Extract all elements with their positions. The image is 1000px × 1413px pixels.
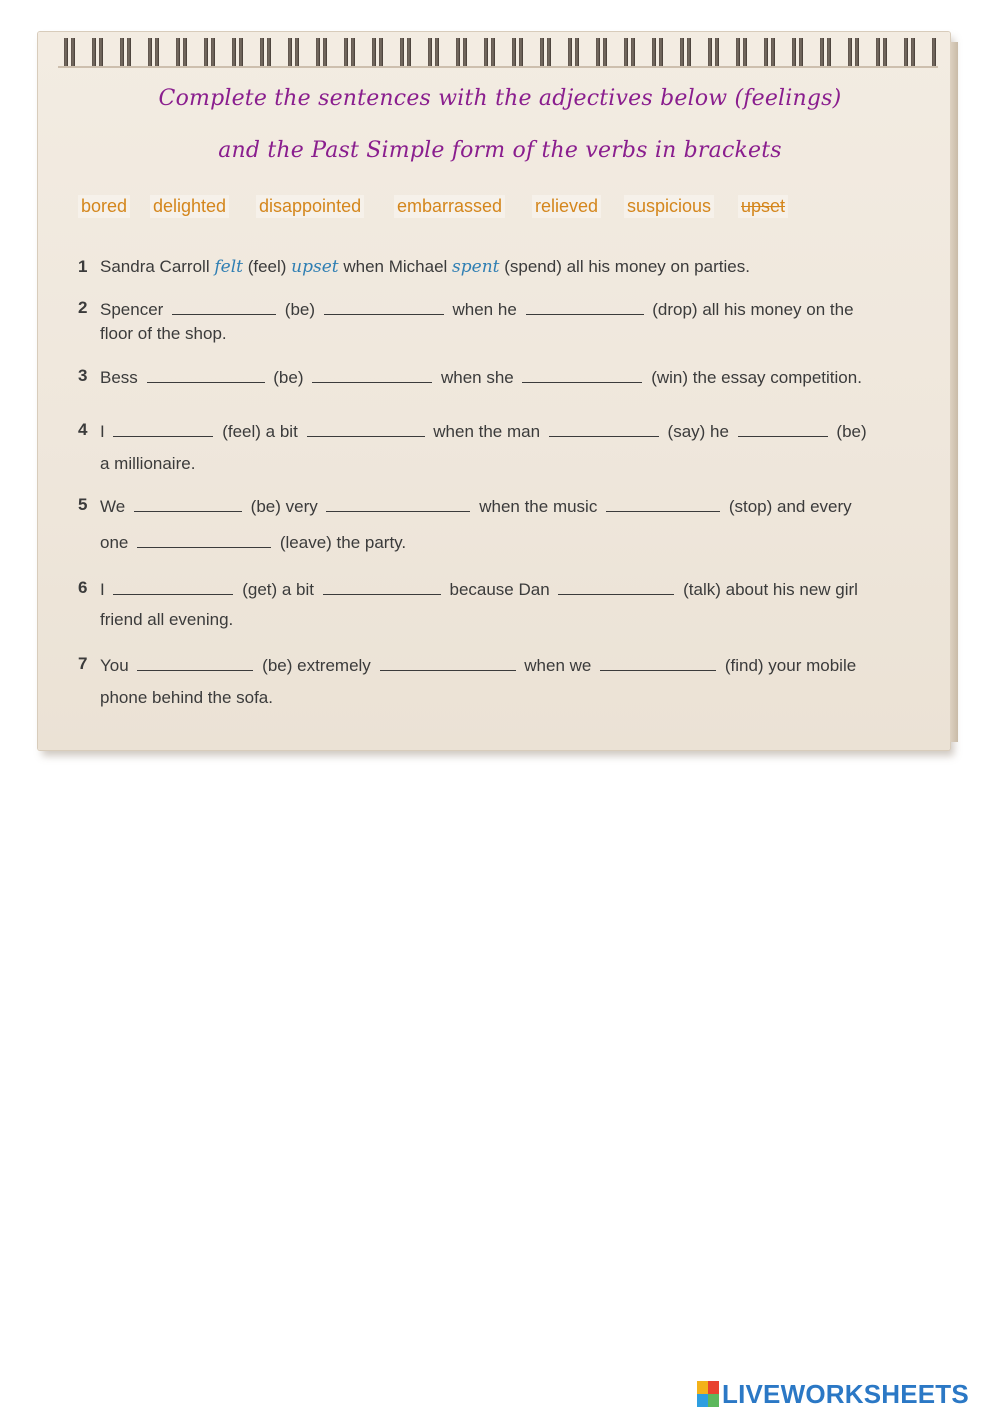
- word-bank-item: delighted: [150, 195, 229, 218]
- exercise-text: when we: [524, 656, 592, 675]
- exercise-text: (be): [273, 368, 304, 387]
- answer-blank[interactable]: [522, 366, 642, 383]
- exercise-text: when the man: [433, 422, 541, 441]
- exercise-text: You: [100, 656, 129, 675]
- exercise-text: (spend) all his money on parties.: [504, 257, 750, 276]
- exercise-text: (be): [836, 422, 867, 441]
- answer-blank[interactable]: [526, 298, 644, 315]
- exercise-text: a millionaire.: [100, 454, 196, 473]
- example-answer: felt: [214, 257, 243, 277]
- exercise-number: 4: [78, 420, 88, 439]
- exercise-text: We: [100, 497, 126, 516]
- exercise-text: (drop) all his money on the: [652, 300, 854, 319]
- exercise-text: friend all evening.: [100, 610, 234, 629]
- answer-blank[interactable]: [380, 654, 516, 671]
- exercise-text: Sandra Carroll: [100, 257, 210, 276]
- exercise-text: (be) extremely: [262, 656, 371, 675]
- exercise-text: (get) a bit: [242, 580, 315, 599]
- answer-blank[interactable]: [134, 495, 242, 512]
- word-bank-item: embarrassed: [394, 195, 505, 218]
- exercise-text: I: [100, 580, 105, 599]
- word-bank-item: disappointed: [256, 195, 364, 218]
- exercise-text: (say) he: [667, 422, 729, 441]
- exercise-text: Spencer: [100, 300, 164, 319]
- exercise-text: (feel) a bit: [222, 422, 298, 441]
- exercise-text: phone behind the sofa.: [100, 688, 273, 707]
- exercise-text: I: [100, 422, 105, 441]
- exercise-text: (be) very: [250, 497, 318, 516]
- answer-blank[interactable]: [324, 298, 444, 315]
- exercise-text: floor of the shop.: [100, 324, 227, 343]
- example-answer: upset: [291, 257, 339, 277]
- exercise-text: (stop) and every: [728, 497, 852, 516]
- answer-blank[interactable]: [606, 495, 720, 512]
- answer-blank[interactable]: [323, 578, 441, 595]
- exercise-text: (be): [284, 300, 316, 319]
- answer-blank[interactable]: [558, 578, 674, 595]
- answer-blank[interactable]: [326, 495, 470, 512]
- exercise-text: (find) your mobile: [724, 656, 857, 675]
- answer-blank[interactable]: [147, 366, 265, 383]
- word-bank-item: bored: [78, 195, 130, 218]
- answer-blank[interactable]: [137, 531, 271, 548]
- exercise-number: 1: [78, 257, 88, 276]
- exercise-number: 6: [78, 578, 88, 597]
- word-bank-item: suspicious: [624, 195, 714, 218]
- instruction-title-line-1: Complete the sentences with the adjectives below (feelings): [158, 86, 842, 111]
- answer-blank[interactable]: [307, 420, 425, 437]
- exercise-number: 5: [78, 495, 88, 514]
- exercise-text: (talk) about his new girl: [683, 580, 858, 599]
- word-bank-item-used: upset: [738, 195, 788, 218]
- word-bank: [78, 195, 818, 221]
- answer-blank[interactable]: [172, 298, 276, 315]
- logo-icon: [697, 1381, 719, 1407]
- exercise-number: 7: [78, 654, 88, 673]
- exercise-text: (win) the essay competition.: [651, 368, 862, 387]
- answer-blank[interactable]: [312, 366, 432, 383]
- exercise-text: (feel): [247, 257, 287, 276]
- exercise-text: Bess: [100, 368, 138, 387]
- exercise-number: 3: [78, 366, 88, 385]
- answer-blank[interactable]: [113, 578, 233, 595]
- answer-blank[interactable]: [113, 420, 213, 437]
- liveworksheets-logo[interactable]: [697, 1378, 969, 1410]
- logo-text: LIVEWORKSHEETS: [722, 1378, 969, 1409]
- exercise-text: one: [100, 533, 129, 552]
- example-answer: spent: [452, 257, 500, 277]
- exercise-text: because Dan: [449, 580, 550, 599]
- answer-blank[interactable]: [137, 654, 253, 671]
- exercise-text: when he: [452, 300, 517, 319]
- spiral-binding: [58, 38, 938, 68]
- answer-blank[interactable]: [549, 420, 659, 437]
- answer-blank[interactable]: [738, 420, 828, 437]
- exercise-number: 2: [78, 298, 88, 317]
- exercise-text: (leave) the party.: [279, 533, 407, 552]
- answer-blank[interactable]: [600, 654, 716, 671]
- exercise-text: when the music: [479, 497, 598, 516]
- exercise-text: when she: [440, 368, 514, 387]
- instruction-title-line-2: and the Past Simple form of the verbs in brackets: [218, 138, 782, 163]
- word-bank-item: relieved: [532, 195, 601, 218]
- exercise-text: when Michael: [343, 257, 448, 276]
